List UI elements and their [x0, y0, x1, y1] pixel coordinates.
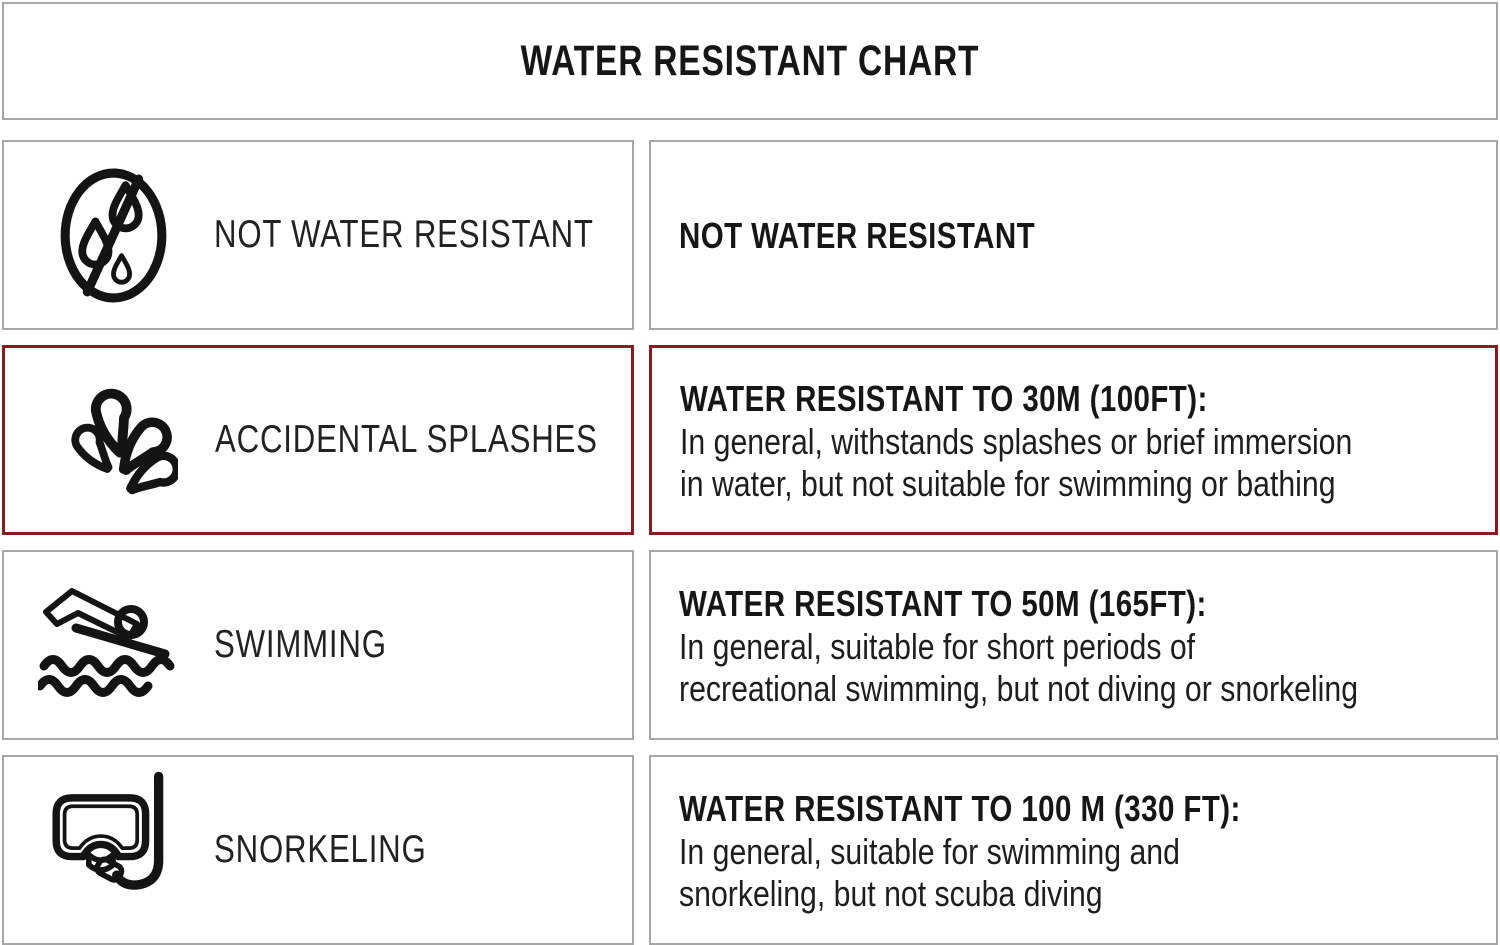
splash-icon	[33, 354, 195, 526]
rating-cell	[649, 755, 1498, 945]
activity-cell	[2, 140, 634, 330]
rating-heading: WATER RESISTANT TO 100 M (330 FT):	[679, 787, 1241, 829]
rating-body-line: In general, withstands splashes or brief immersion	[680, 420, 1353, 462]
no-water-drops-icon	[32, 149, 194, 321]
rating-cell	[649, 345, 1498, 535]
rating-cell	[649, 140, 1498, 330]
rating-text	[679, 213, 1113, 258]
activity-label: SWIMMING	[214, 623, 387, 666]
rating-body-line: In general, suitable for swimming and	[679, 830, 1180, 872]
rating-heading: WATER RESISTANT TO 30M (100FT):	[680, 377, 1208, 419]
rating-cell	[649, 550, 1498, 740]
rating-body-line: in water, but not suitable for swimming or bathing	[680, 462, 1336, 504]
rating-text	[679, 786, 1364, 915]
activity-cell	[2, 345, 634, 535]
activity-label: NOT WATER RESISTANT	[214, 213, 594, 256]
rating-body-line: snorkeling, but not scuba diving	[679, 872, 1103, 914]
table-row-not-water-resistant	[2, 140, 1498, 330]
table-row-accidental-splashes	[2, 345, 1498, 535]
rating-text	[680, 376, 1480, 505]
rating-text	[679, 581, 1487, 710]
rating-body-line: recreational swimming, but not diving or snorkeling	[679, 667, 1359, 709]
table-row-swimming	[2, 550, 1498, 740]
activity-label: SNORKELING	[214, 828, 427, 871]
activity-cell	[2, 755, 634, 945]
rating-heading: WATER RESISTANT TO 50M (165FT):	[679, 582, 1207, 624]
table-row-snorkeling	[2, 755, 1498, 945]
activity-cell	[2, 550, 634, 740]
rating-heading: NOT WATER RESISTANT	[679, 214, 1036, 256]
page-title: WATER RESISTANT CHART	[520, 36, 980, 85]
rating-body-line: In general, suitable for short periods of	[679, 625, 1196, 667]
activity-label: ACCIDENTAL SPLASHES	[215, 418, 598, 461]
snorkel-mask-icon	[32, 764, 194, 936]
chart-header	[2, 2, 1498, 120]
swimmer-icon	[32, 559, 194, 731]
